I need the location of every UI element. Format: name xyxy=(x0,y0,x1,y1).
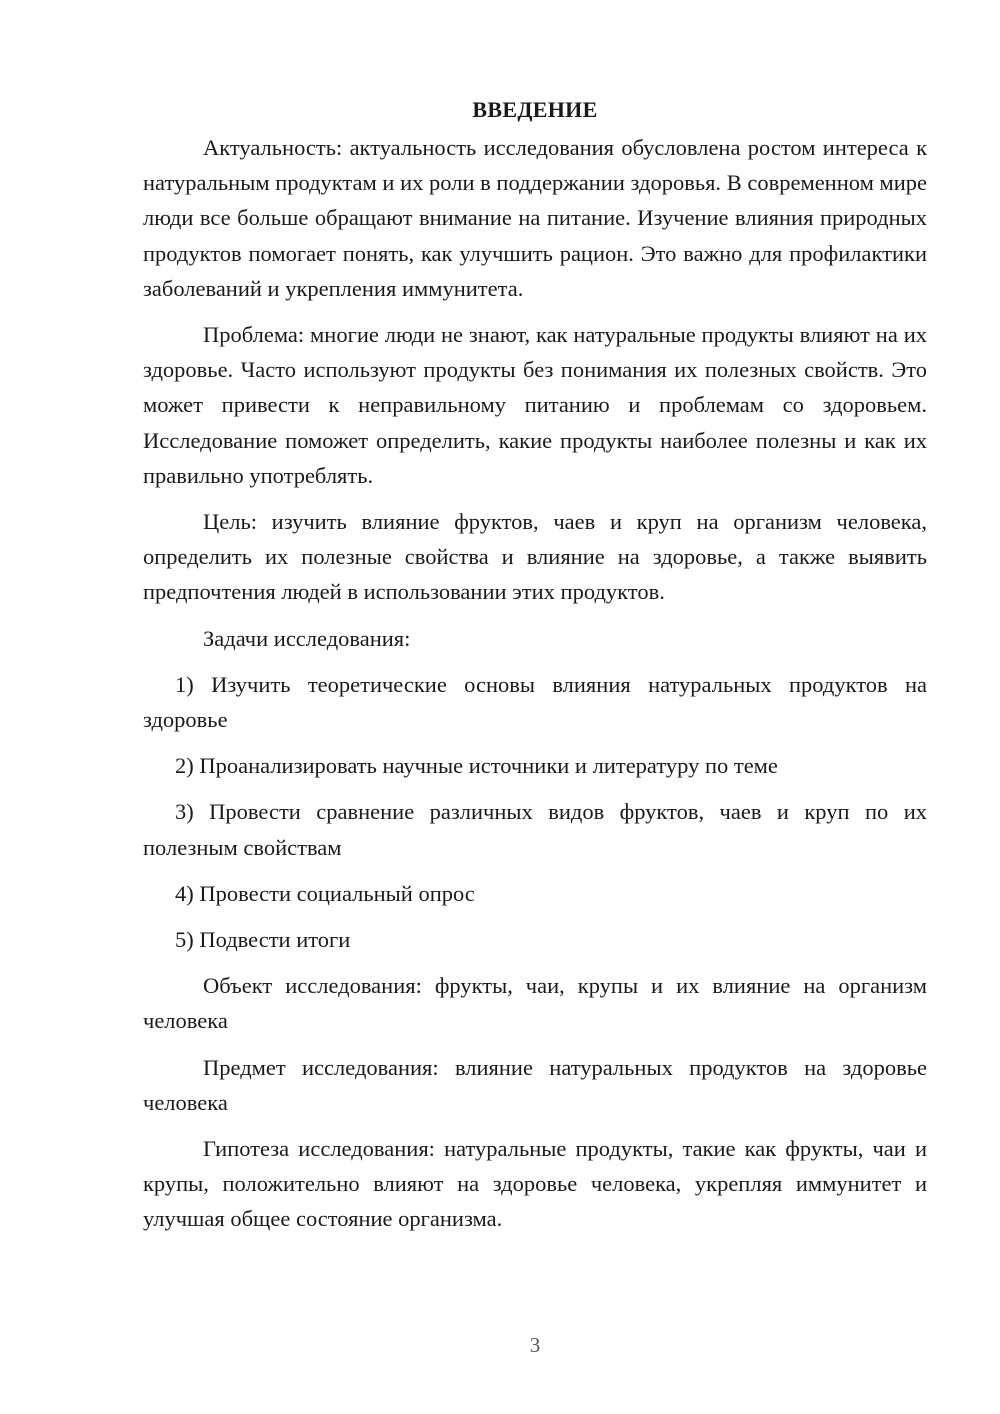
object-paragraph: Объект исследования: фрукты, чаи, крупы и их влияние на организм человека xyxy=(143,973,927,1034)
task-item: 2) Проанализировать научные источники и литературу по теме xyxy=(175,753,778,779)
task-item: 1) Изучить теоретические основы влияния натуральных продуктов на здоровье xyxy=(143,671,927,733)
task-item: 3) Провести сравнение различных видов фруктов, чаев и круп по их полезным свойствам xyxy=(143,799,927,860)
tasks-heading: Задачи исследования: xyxy=(203,625,411,651)
task-item: 5) Подвести итоги xyxy=(175,927,351,953)
hypothesis-paragraph: Гипотеза исследования: натуральные продукты, такие как фрукты, чаи и крупы, положительно влияют на здоровье человека, укрепляя иммунитет и улучшая общее состояние организма. xyxy=(143,1136,927,1232)
document-page xyxy=(143,94,927,1248)
goal-paragraph: Цель: изучить влияние фруктов, чаев и круп на организм человека, определить их полезные свойства и влияние на здоровье, а также выявить предпочтения людей в использовании этих продуктов. xyxy=(143,509,927,605)
page-number: 3 xyxy=(529,1333,541,1357)
subject-paragraph: Предмет исследования: влияние натуральных продуктов на здоровье человека xyxy=(143,1054,927,1115)
tasks-list xyxy=(143,667,927,957)
task-item: 4) Провести социальный опрос xyxy=(175,880,475,906)
section-title: ВВЕДЕНИЕ xyxy=(472,97,598,122)
relevance-paragraph: Актуальность: актуальность исследования обусловлена ростом интереса к натуральным продуктам и их роли в поддержании здоровья. В современном мире люди все больше обращают внимание на питание. Изучение влияния природных продуктов помогает понять, как улучшить рацион. Это важно для профилактики заболеваний и укрепления иммунитета. xyxy=(143,135,927,301)
problem-paragraph: Проблема: многие люди не знают, как натуральные продукты влияют на их здоровье. Часто используют продукты без понимания их полезных свойств. Это может привести к неправильному питанию и проблемам со здоровьем. Исследование поможет определить, какие продукты наиболее полезны и как их правильно употреблять. xyxy=(143,322,927,488)
